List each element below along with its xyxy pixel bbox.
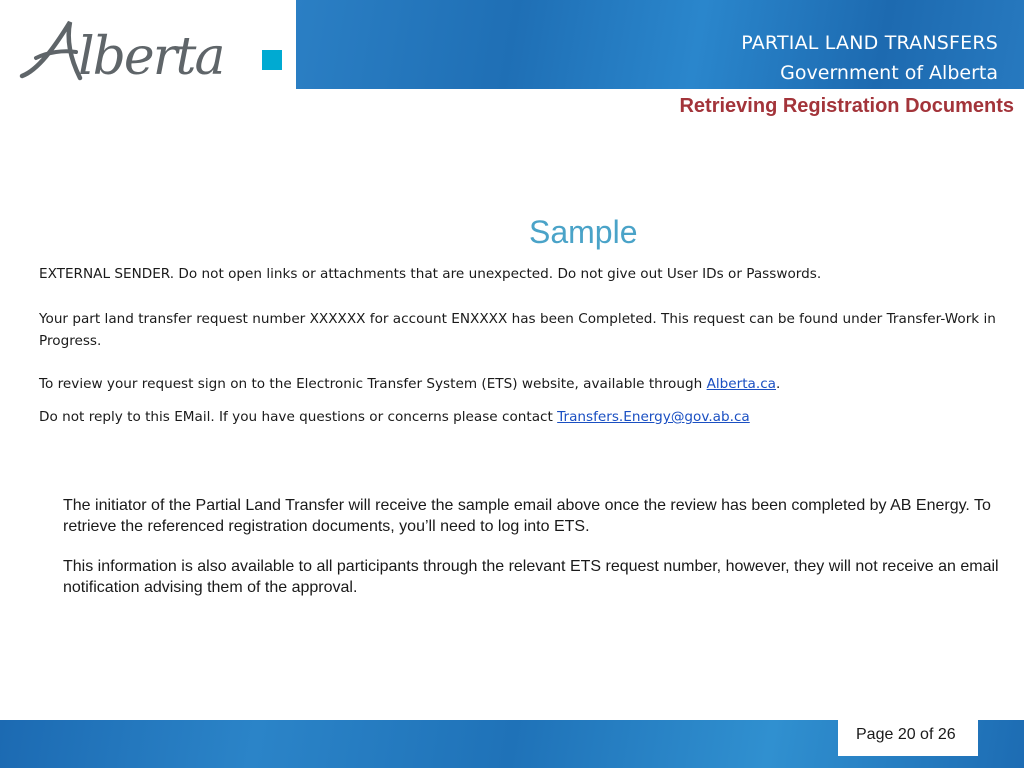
email-warning: EXTERNAL SENDER. Do not open links or attachments that are unexpected. Do not give out User IDs or Passwords.	[39, 266, 822, 282]
email-paragraph-review	[39, 373, 1014, 395]
org-name: Government of Alberta	[780, 62, 998, 84]
section-subtitle: Retrieving Registration Documents	[679, 95, 1014, 117]
sample-label: Sample	[529, 214, 638, 250]
email-paragraph-contact	[39, 406, 1014, 428]
email-review-text: To review your request sign on to the Electronic Transfer System (ETS) website, available through	[39, 376, 707, 392]
page-number: Page 20 of 26	[856, 726, 956, 743]
body-paragraph-initiator: The initiator of the Partial Land Transfer will receive the sample email above once the review has been completed by AB Energy. To retrieve the referenced registration documents, you’ll need to log into ETS.	[63, 497, 991, 535]
email-review-period: .	[776, 376, 781, 392]
body-paragraph-participants: This information is also available to all participants through the relevant ETS request number, however, they will not receive an email notification advising them of the approval.	[63, 558, 999, 596]
contact-email-link[interactable]: Transfers.Energy@gov.ab.ca	[557, 409, 750, 425]
header-band	[296, 0, 1024, 89]
alberta-ca-link[interactable]: Alberta.ca	[706, 376, 777, 392]
alberta-logo	[0, 0, 296, 90]
svg-text:lberta: lberta	[78, 27, 224, 86]
page-number-box	[838, 720, 978, 756]
email-paragraph-status: Your part land transfer request number XXXXXX for account ENXXXX has been Completed. This request can be found under Transfer-Work in Progress.	[39, 311, 996, 349]
alberta-wordmark-icon	[18, 8, 288, 86]
email-contact-text: Do not reply to this EMail. If you have questions or concerns please contact	[39, 409, 558, 425]
doc-title: PARTIAL LAND TRANSFERS	[741, 32, 998, 54]
